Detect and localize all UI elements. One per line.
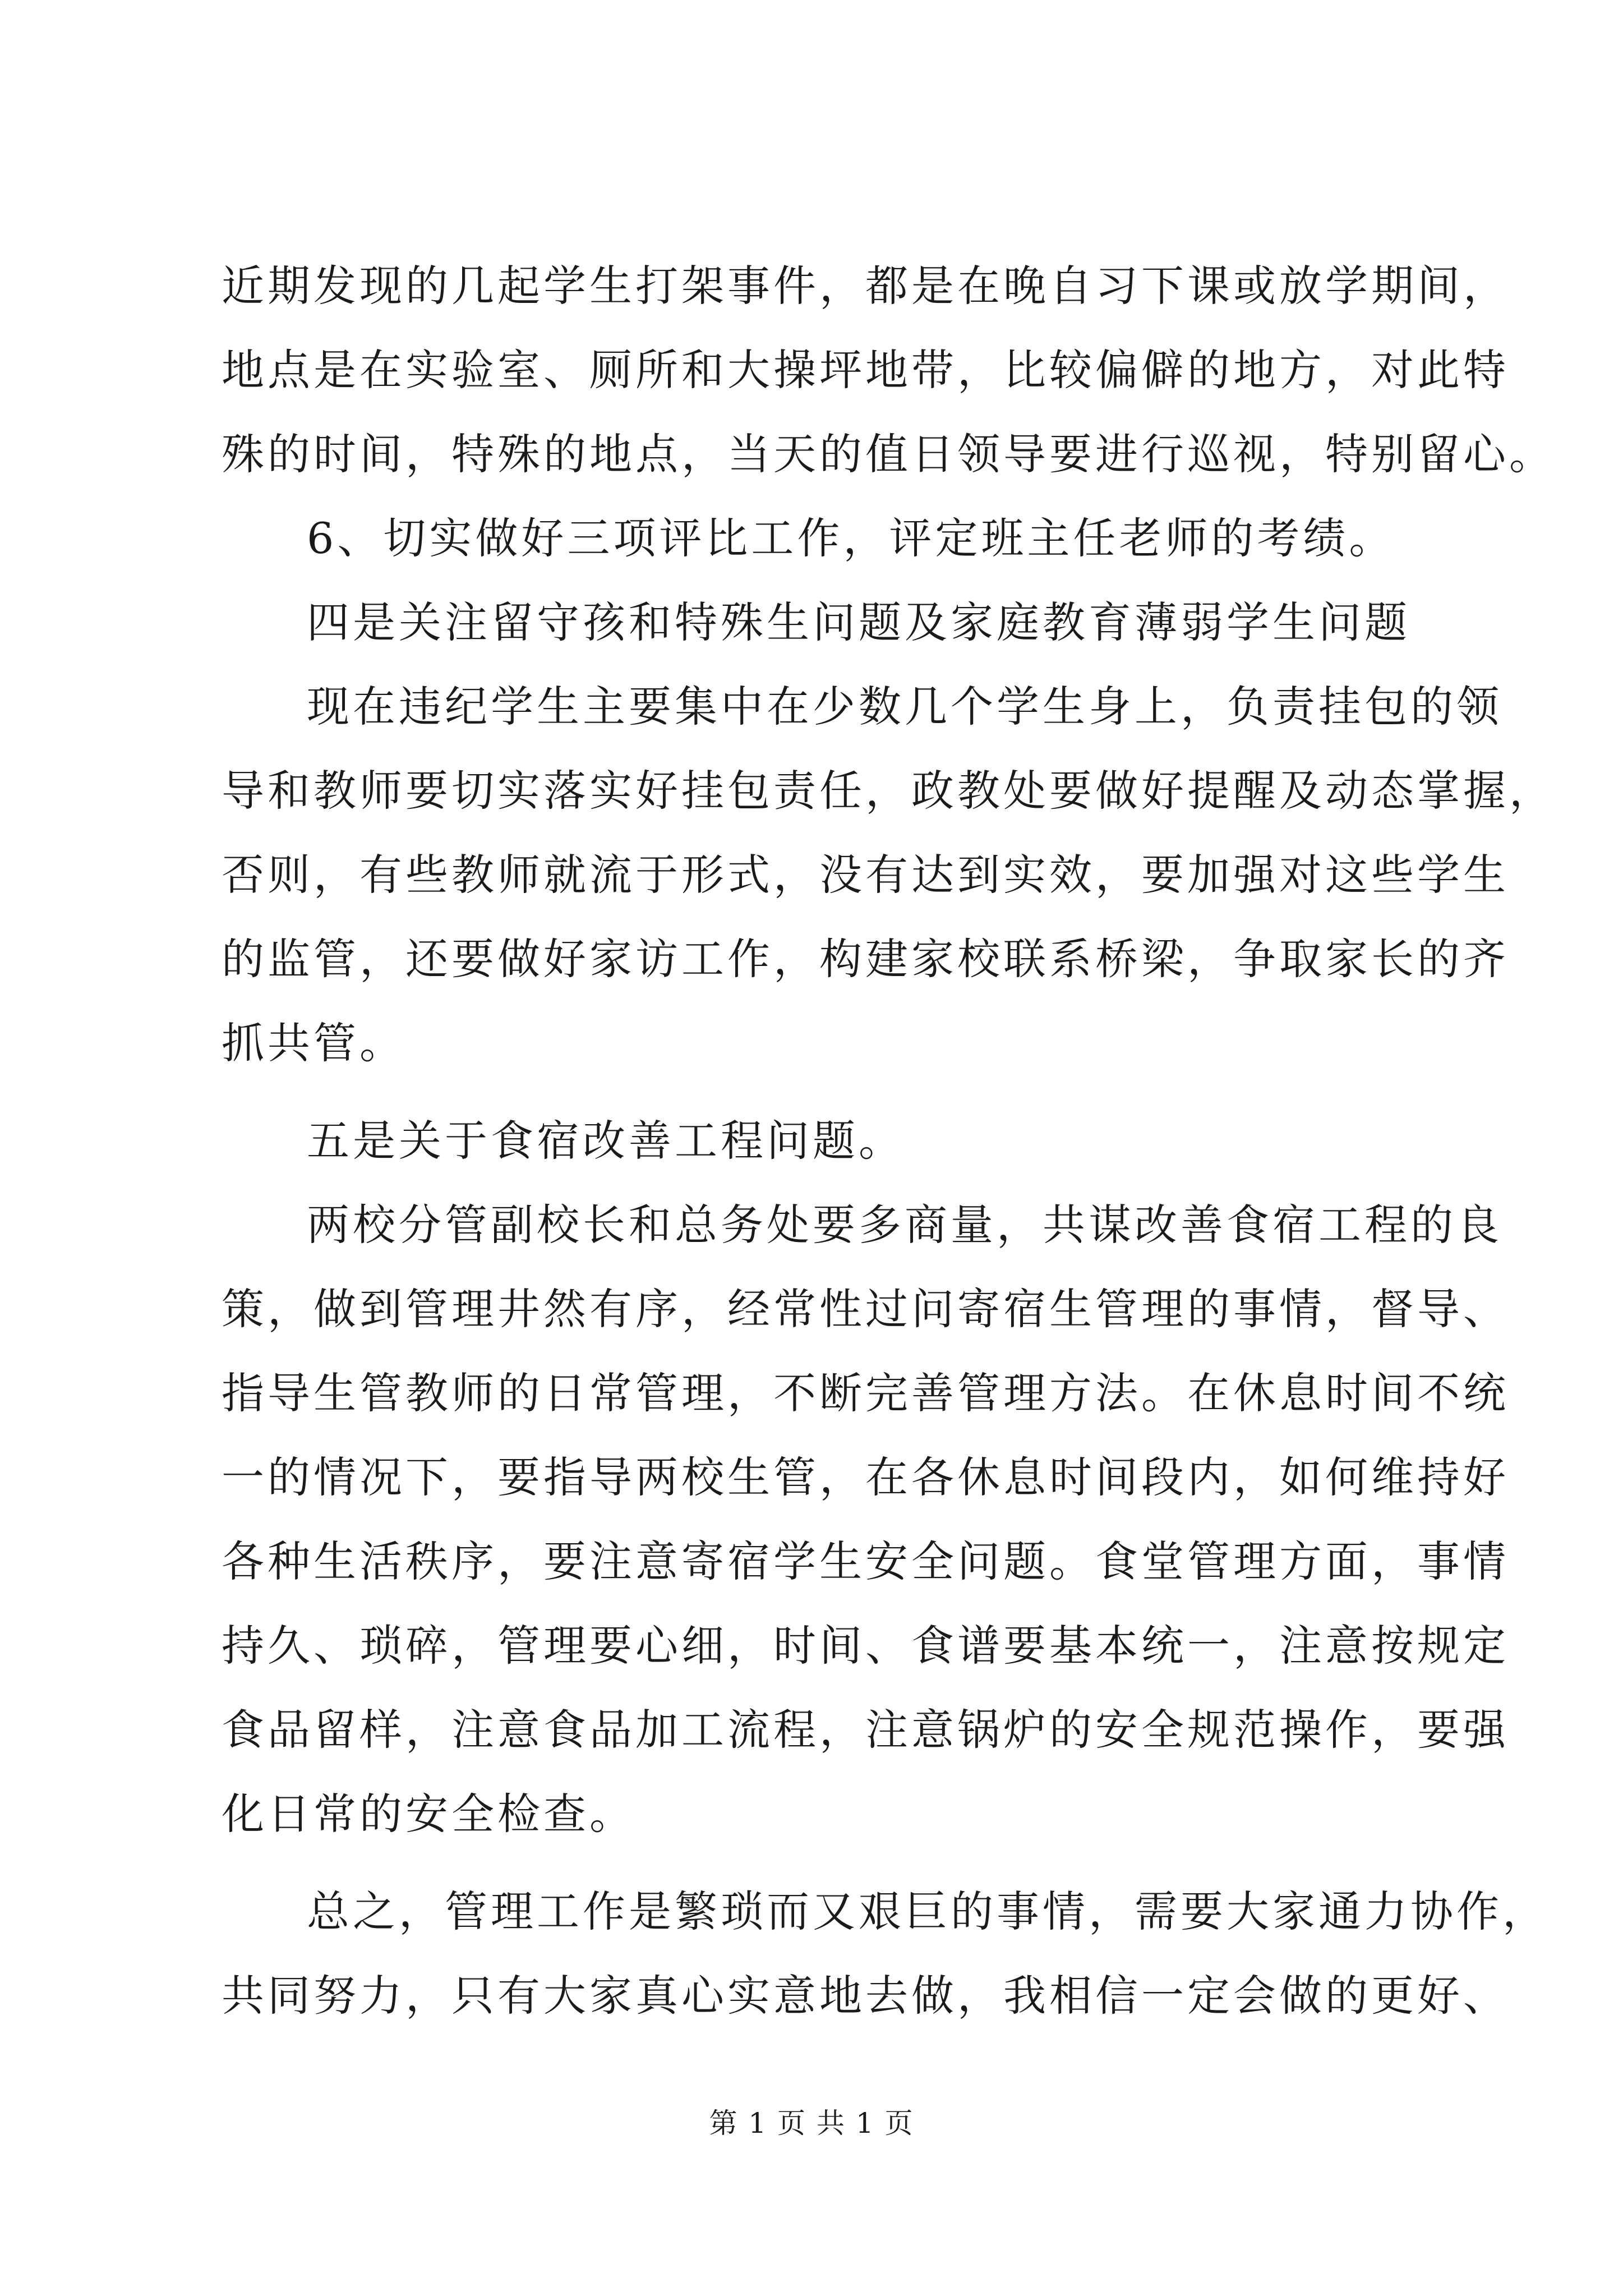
paragraph-line: 否则，有些教师就流于形式，没有达到实效，要加强对这些学生	[222, 850, 1509, 900]
page-number-footer: 第 1 页 共 1 页	[709, 2107, 914, 2139]
document-body	[222, 244, 1555, 2038]
paragraph-line: 近期发现的几起学生打架事件，都是在晚自习下课或放学期间，	[222, 261, 1509, 311]
paragraph-line: 一的情况下，要指导两校生管，在各休息时间段内，如何维持好	[222, 1452, 1509, 1502]
section-heading: 五是关于食宿改善工程问题。	[307, 1116, 905, 1166]
paragraph-line: 化日常的安全检查。	[222, 1789, 635, 1839]
paragraph-line: 策，做到管理井然有序，经常性过问寄宿生管理的事情，督导、	[222, 1284, 1509, 1334]
paragraph-line: 总之，管理工作是繁琐而又艰巨的事情，需要大家通力协作，	[307, 1887, 1548, 1936]
paragraph-line: 各种生活秩序，要注意寄宿学生安全问题。食堂管理方面，事情	[222, 1536, 1509, 1586]
paragraph-line: 6、切实做好三项评比工作，评定班主任老师的考绩。	[307, 513, 1395, 563]
paragraph-line: 现在违纪学生主要集中在少数几个学生身上，负责挂包的领	[307, 682, 1502, 731]
paragraph-line: 抓共管。	[222, 1018, 405, 1068]
paragraph-line: 指导生管教师的日常管理，不断完善管理方法。在休息时间不统	[222, 1368, 1509, 1418]
paragraph-line: 的监管，还要做好家访工作，构建家校联系桥梁，争取家长的齐	[222, 934, 1509, 984]
paragraph-line: 殊的时间，特殊的地点，当天的值日领导要进行巡视，特别留心。	[222, 429, 1555, 479]
paragraph-line: 持久、琐碎，管理要心细，时间、食谱要基本统一，注意按规定	[222, 1621, 1509, 1671]
paragraph-line: 食品留样，注意食品加工流程，注意锅炉的安全规范操作，要强	[222, 1705, 1509, 1755]
paragraph-line: 地点是在实验室、厕所和大操坪地带，比较偏僻的地方，对此特	[222, 345, 1509, 395]
paragraph-line: 两校分管副校长和总务处要多商量，共谋改善食宿工程的良	[307, 1200, 1502, 1250]
paragraph-line: 共同努力，只有大家真心实意地去做，我相信一定会做的更好、	[222, 1971, 1509, 2021]
paragraph-line: 导和教师要切实落实好挂包责任，政教处要做好提醒及动态掌握，	[222, 766, 1555, 816]
section-heading: 四是关注留守孩和特殊生问题及家庭教育薄弱学生问题	[307, 597, 1410, 647]
